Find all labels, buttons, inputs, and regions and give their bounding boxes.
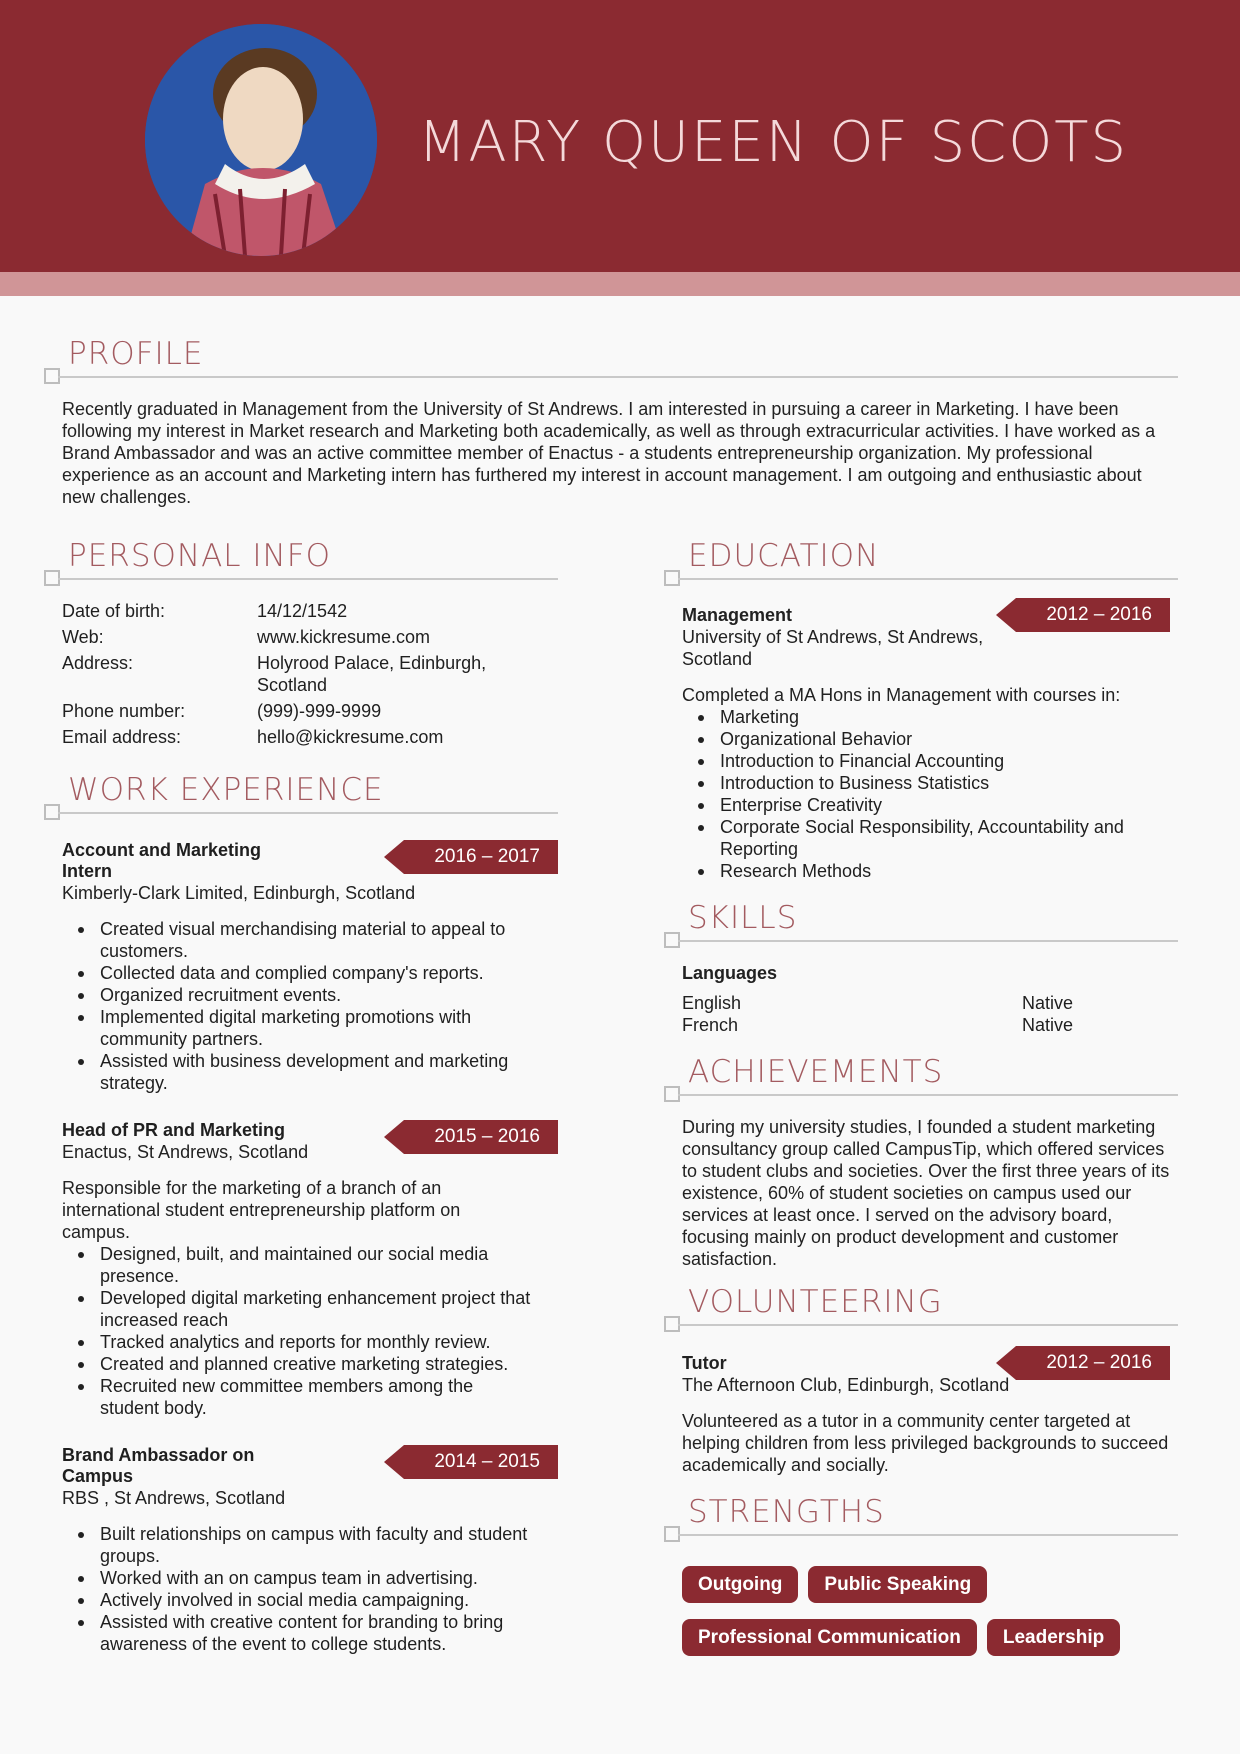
section-divider: [58, 812, 558, 814]
list-item: Built relationships on campus with faculty and student groups.: [62, 1523, 532, 1567]
list-item: Assisted with business development and marketing strategy.: [62, 1050, 532, 1094]
education-entry: [682, 604, 1178, 882]
section-title: STRENGTHS: [688, 1494, 885, 1530]
job-org: RBS , St Andrews, Scotland: [62, 1488, 286, 1508]
info-row-web: [62, 626, 558, 648]
volunteer-role: Tutor: [682, 1353, 727, 1373]
language-level: Native: [1022, 993, 1074, 1013]
date-tag: 2012 – 2016: [1016, 598, 1170, 632]
date-tag: 2012 – 2016: [1016, 1346, 1170, 1380]
volunteer-text: Volunteered as a tutor in a community center targeted at helping children from less privileged backgrounds to succeed academically and socially.: [682, 1411, 1169, 1475]
list-item: Assisted with creative content for branding to bring awareness of the event to college students.: [62, 1611, 532, 1655]
list-item: Designed, built, and maintained our social media presence.: [62, 1243, 532, 1287]
language-row: [682, 992, 1178, 1014]
job-entry: [62, 840, 558, 1094]
school-name: University of St Andrews, St Andrews, Scotland: [682, 627, 984, 669]
job-bullets: [62, 918, 532, 1094]
strength-badge: Public Speaking: [808, 1566, 987, 1603]
job-bullets: [62, 1523, 532, 1655]
volunteer-org: The Afternoon Club, Edinburgh, Scotland: [682, 1375, 1010, 1395]
info-value: (999)-999-9999: [257, 701, 382, 721]
date-tag: 2016 – 2017: [404, 840, 558, 874]
list-item: Organizational Behavior: [682, 728, 1152, 750]
info-row-email: [62, 726, 558, 748]
info-label: Phone number:: [62, 701, 186, 721]
strength-badge: Leadership: [987, 1619, 1120, 1656]
list-item: Created visual merchandising material to appeal to customers.: [62, 918, 532, 962]
language-name: English: [682, 993, 742, 1013]
list-item: Recruited new committee members among the student body.: [62, 1375, 532, 1419]
achievements-section: [664, 1054, 1178, 1270]
volunteering-section: [664, 1284, 1178, 1476]
achievements-text: During my university studies, I founded a student marketing consultancy group called CampusTip, which offered services to student clubs and societies. Over the first three years of its existence, 60% of student societies on campus used our services at least once. I served on the advisory board, focusing mainly on product development and customer satisfaction.: [682, 1117, 1170, 1269]
section-divider: [678, 1534, 1178, 1536]
list-item: Introduction to Business Statistics: [682, 772, 1152, 794]
section-title: EDUCATION: [688, 538, 880, 574]
volunteering-entry: [682, 1352, 1178, 1476]
personal-info-section: [44, 538, 558, 752]
info-label: Web:: [62, 627, 104, 647]
section-title: PERSONAL INFO: [68, 538, 331, 574]
education-section: [664, 538, 1178, 882]
language-name: French: [682, 1015, 739, 1035]
skills-subtitle: Languages: [682, 963, 778, 983]
list-item: Introduction to Financial Accounting: [682, 750, 1152, 772]
course-list: [682, 706, 1152, 882]
job-title: Brand Ambassador on Campus: [62, 1445, 255, 1486]
section-divider: [678, 940, 1178, 942]
job-title: Account and Marketing Intern: [62, 840, 262, 881]
info-value-email-link[interactable]: hello@kickresume.com: [257, 727, 444, 747]
work-experience-section: [44, 772, 558, 1655]
profile-section: [44, 336, 1178, 508]
job-org: Kimberly-Clark Limited, Edinburgh, Scotland: [62, 883, 416, 903]
job-title: Head of PR and Marketing: [62, 1120, 286, 1140]
list-item: Organized recruitment events.: [62, 984, 532, 1006]
date-tag: 2015 – 2016: [404, 1120, 558, 1154]
section-divider: [678, 1324, 1178, 1326]
section-divider: [678, 578, 1178, 580]
language-row: [682, 1014, 1178, 1036]
language-level: Native: [1022, 1015, 1074, 1035]
job-description: Responsible for the marketing of a branch of an international student entrepreneurship platform on campus.: [62, 1178, 461, 1242]
education-intro: Completed a MA Hons in Management with courses in:: [682, 685, 1121, 705]
strength-badge: Professional Communication: [682, 1619, 977, 1656]
job-bullets: [62, 1243, 532, 1419]
list-item: Created and planned creative marketing strategies.: [62, 1353, 532, 1375]
section-title: PROFILE: [68, 336, 204, 372]
candidate-name: MARY QUEEN OF SCOTS: [418, 110, 1129, 175]
info-label: Date of birth:: [62, 601, 166, 621]
list-item: Tracked analytics and reports for monthly review.: [62, 1331, 532, 1353]
list-item: Implemented digital marketing promotions with community partners.: [62, 1006, 532, 1050]
list-item: Corporate Social Responsibility, Accountability and Reporting: [682, 816, 1152, 860]
info-row-phone: [62, 700, 558, 722]
section-divider: [58, 578, 558, 580]
strength-badge: Outgoing: [682, 1566, 798, 1603]
list-item: Research Methods: [682, 860, 1152, 882]
info-value-web-link[interactable]: www.kickresume.com: [257, 627, 431, 647]
portrait-avatar: [145, 24, 377, 256]
section-title: WORK EXPERIENCE: [68, 772, 384, 808]
date-tag: 2014 – 2015: [404, 1445, 558, 1479]
section-divider: [678, 1094, 1178, 1096]
profile-text: Recently graduated in Management from the University of St Andrews. I am interested in pursuing a career in Marketing. I have been following my interest in Market research and Marketing both academically, as well as through extracurricular activities. I have worked as a Brand Ambassador and was an active committee member of Enactus - a students entrepreneurship organization. My professional experience as an account and Marketing intern has furthered my interest in account management. I am outgoing and enthusiastic about new challenges.: [62, 399, 1156, 507]
job-entry: [62, 1120, 558, 1419]
info-label: Email address:: [62, 727, 182, 747]
section-title: ACHIEVEMENTS: [688, 1054, 944, 1090]
list-item: Actively involved in social media campaigning.: [62, 1589, 532, 1611]
info-label: Address:: [62, 653, 134, 673]
info-value: 14/12/1542: [257, 601, 348, 621]
list-item: Developed digital marketing enhancement project that increased reach: [62, 1287, 532, 1331]
info-row-dob: [62, 600, 558, 622]
degree-title: Management: [682, 605, 793, 625]
job-entry: [62, 1445, 558, 1655]
info-row-address: [62, 652, 558, 696]
section-title: VOLUNTEERING: [688, 1284, 943, 1320]
list-item: Marketing: [682, 706, 1152, 728]
list-item: Collected data and complied company's reports.: [62, 962, 532, 984]
skills-section: [664, 900, 1178, 1040]
list-item: Worked with an on campus team in advertising.: [62, 1567, 532, 1589]
section-title: SKILLS: [688, 900, 798, 936]
job-org: Enactus, St Andrews, Scotland: [62, 1142, 309, 1162]
section-divider: [58, 376, 1178, 378]
strengths-section: [664, 1494, 1178, 1656]
info-value: Holyrood Palace, Edinburgh, Scotland: [257, 653, 487, 695]
list-item: Enterprise Creativity: [682, 794, 1152, 816]
header-band: [0, 272, 1240, 296]
